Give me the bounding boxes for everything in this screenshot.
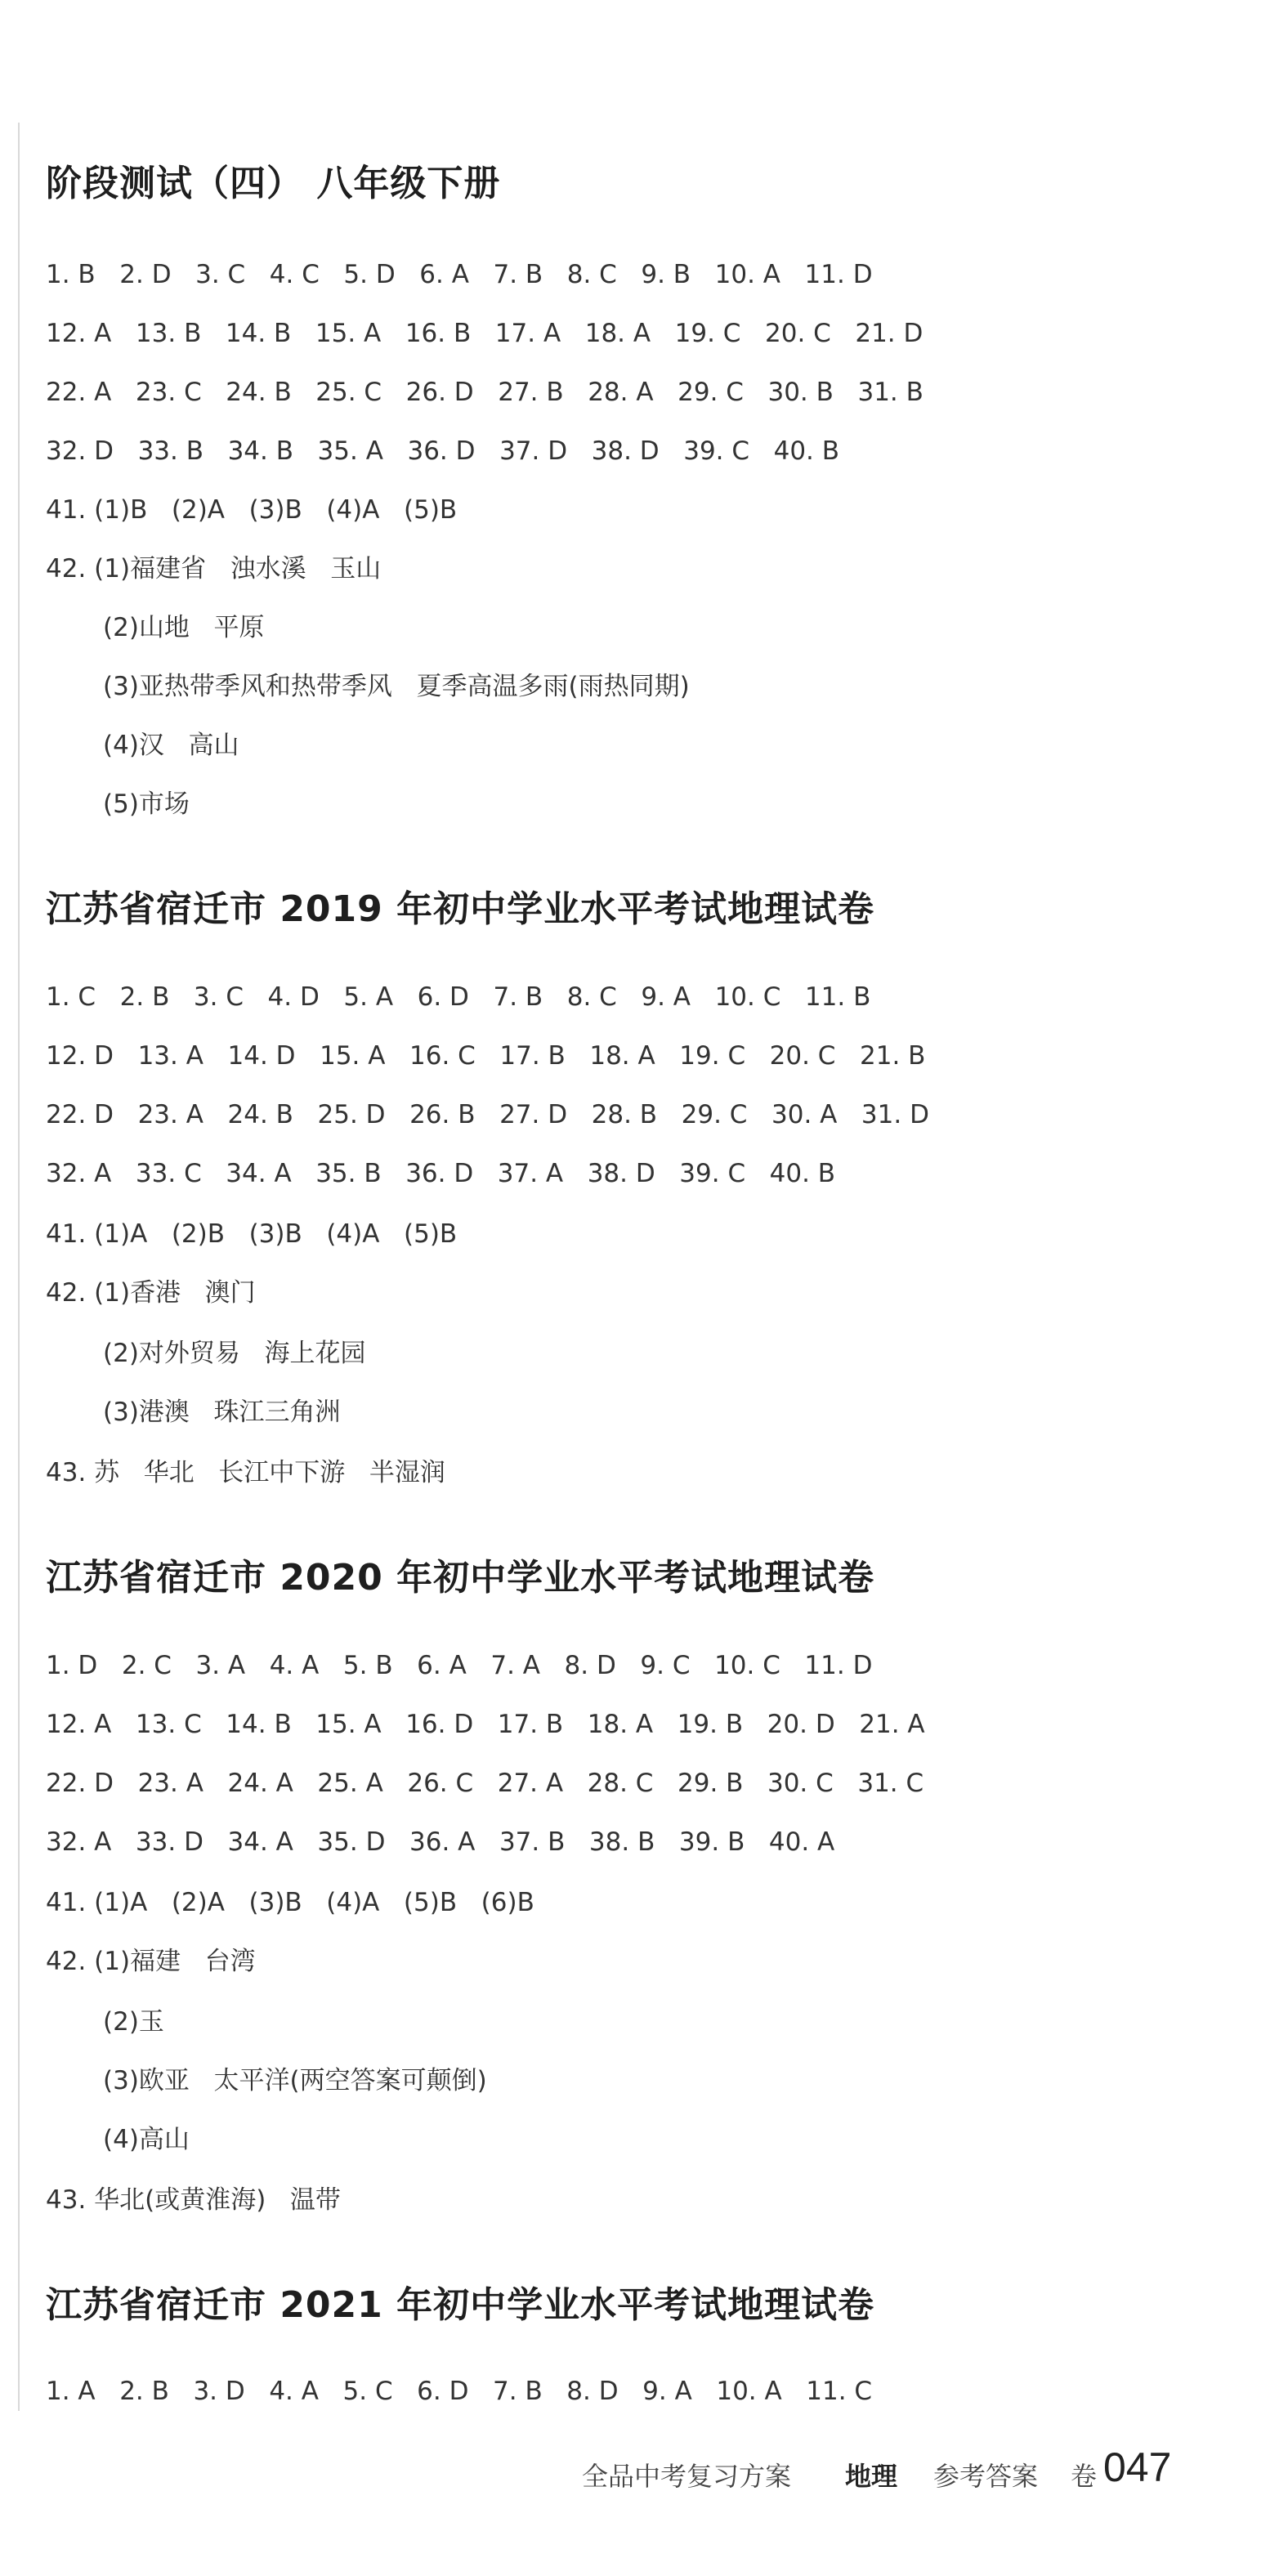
answer-row: 1. C 2. B 3. C 4. D 5. A 6. D 7. B 8. C 9. A 10. C 11. B: [46, 982, 871, 1012]
answer-row: 22. D 23. A 24. B 25. D 26. B 27. D 28. B 29. C 30. A 31. D: [46, 1100, 929, 1129]
answer-row: 32. A 33. C 34. A 35. B 36. D 37. A 38. D 39. C 40. B: [46, 1159, 836, 1188]
section-title: 江苏省宿迁市 2020 年初中学业水平考试地理试卷: [46, 1557, 875, 1599]
answer-subitem: (3)欧亚 太平洋(两空答案可颠倒): [103, 2066, 487, 2095]
answer-row: 1. B 2. D 3. C 4. C 5. D 6. A 7. B 8. C 9. B 10. A 11. D: [46, 260, 873, 289]
footer-subject: 地理: [845, 2461, 898, 2492]
answer-row: 32. A 33. D 34. A 35. D 36. A 37. B 38. B 39. B 40. A: [46, 1827, 835, 1857]
footer-volume: 卷: [1071, 2461, 1098, 2492]
answer-subitem: (3)港澳 珠江三角洲: [103, 1398, 341, 1427]
answer-subitem: (3)亚热带季风和热带季风 夏季高温多雨(雨热同期): [103, 672, 690, 701]
answer-row: 41. (1)A (2)B (3)B (4)A (5)B: [46, 1219, 458, 1249]
footer-book-title: 全品中考复习方案: [582, 2461, 792, 2492]
footer-section: 参考答案: [933, 2461, 1039, 2492]
answer-subitem: (5)市场: [103, 789, 190, 819]
answer-row: 22. A 23. C 24. B 25. C 26. D 27. B 28. A 29. C 30. B 31. B: [46, 378, 924, 407]
answer-subitem: (2)对外贸易 海上花园: [103, 1339, 366, 1368]
section-title: 江苏省宿迁市 2021 年初中学业水平考试地理试卷: [46, 2284, 875, 2326]
answer-row: 43. 华北(或黄淮海) 温带: [46, 2185, 341, 2215]
answer-row: 42. (1)福建省 浊水溪 玉山: [46, 554, 382, 584]
answer-subitem: (2)山地 平原: [103, 613, 265, 642]
answer-row: 12. A 13. B 14. B 15. A 16. B 17. A 18. A 19. C 20. C 21. D: [46, 319, 924, 348]
page-spine-divider: [18, 123, 20, 2411]
answer-row: 41. (1)B (2)A (3)B (4)A (5)B: [46, 495, 458, 525]
answer-row: 32. D 33. B 34. B 35. A 36. D 37. D 38. D 39. C 40. B: [46, 436, 840, 466]
section-title: 阶段测试（四） 八年级下册: [46, 163, 501, 204]
answer-row: 42. (1)香港 澳门: [46, 1278, 256, 1308]
answer-subitem: (4)汉 高山: [103, 731, 239, 760]
section-title: 江苏省宿迁市 2019 年初中学业水平考试地理试卷: [46, 888, 875, 930]
answer-row: 12. D 13. A 14. D 15. A 16. C 17. B 18. A 19. C 20. C 21. B: [46, 1041, 926, 1071]
answer-row: 1. D 2. C 3. A 4. A 5. B 6. A 7. A 8. D 9. C 10. C 11. D: [46, 1651, 873, 1680]
answer-row: 12. A 13. C 14. B 15. A 16. D 17. B 18. A 19. B 20. D 21. A: [46, 1710, 925, 1739]
answer-row: 1. A 2. B 3. D 4. A 5. C 6. D 7. B 8. D 9. A 10. A 11. C: [46, 2377, 873, 2406]
answer-subitem: (2)玉: [103, 2007, 164, 2037]
answer-row: 41. (1)A (2)A (3)B (4)A (5)B (6)B: [46, 1888, 534, 1917]
answer-row: 22. D 23. A 24. A 25. A 26. C 27. A 28. C 29. B 30. C 31. C: [46, 1769, 924, 1798]
answer-row: 42. (1)福建 台湾: [46, 1947, 256, 1976]
answer-subitem: (4)高山: [103, 2125, 190, 2154]
answer-row: 43. 苏 华北 长江中下游 半湿润: [46, 1458, 445, 1487]
page-number: 047: [1103, 2444, 1172, 2490]
